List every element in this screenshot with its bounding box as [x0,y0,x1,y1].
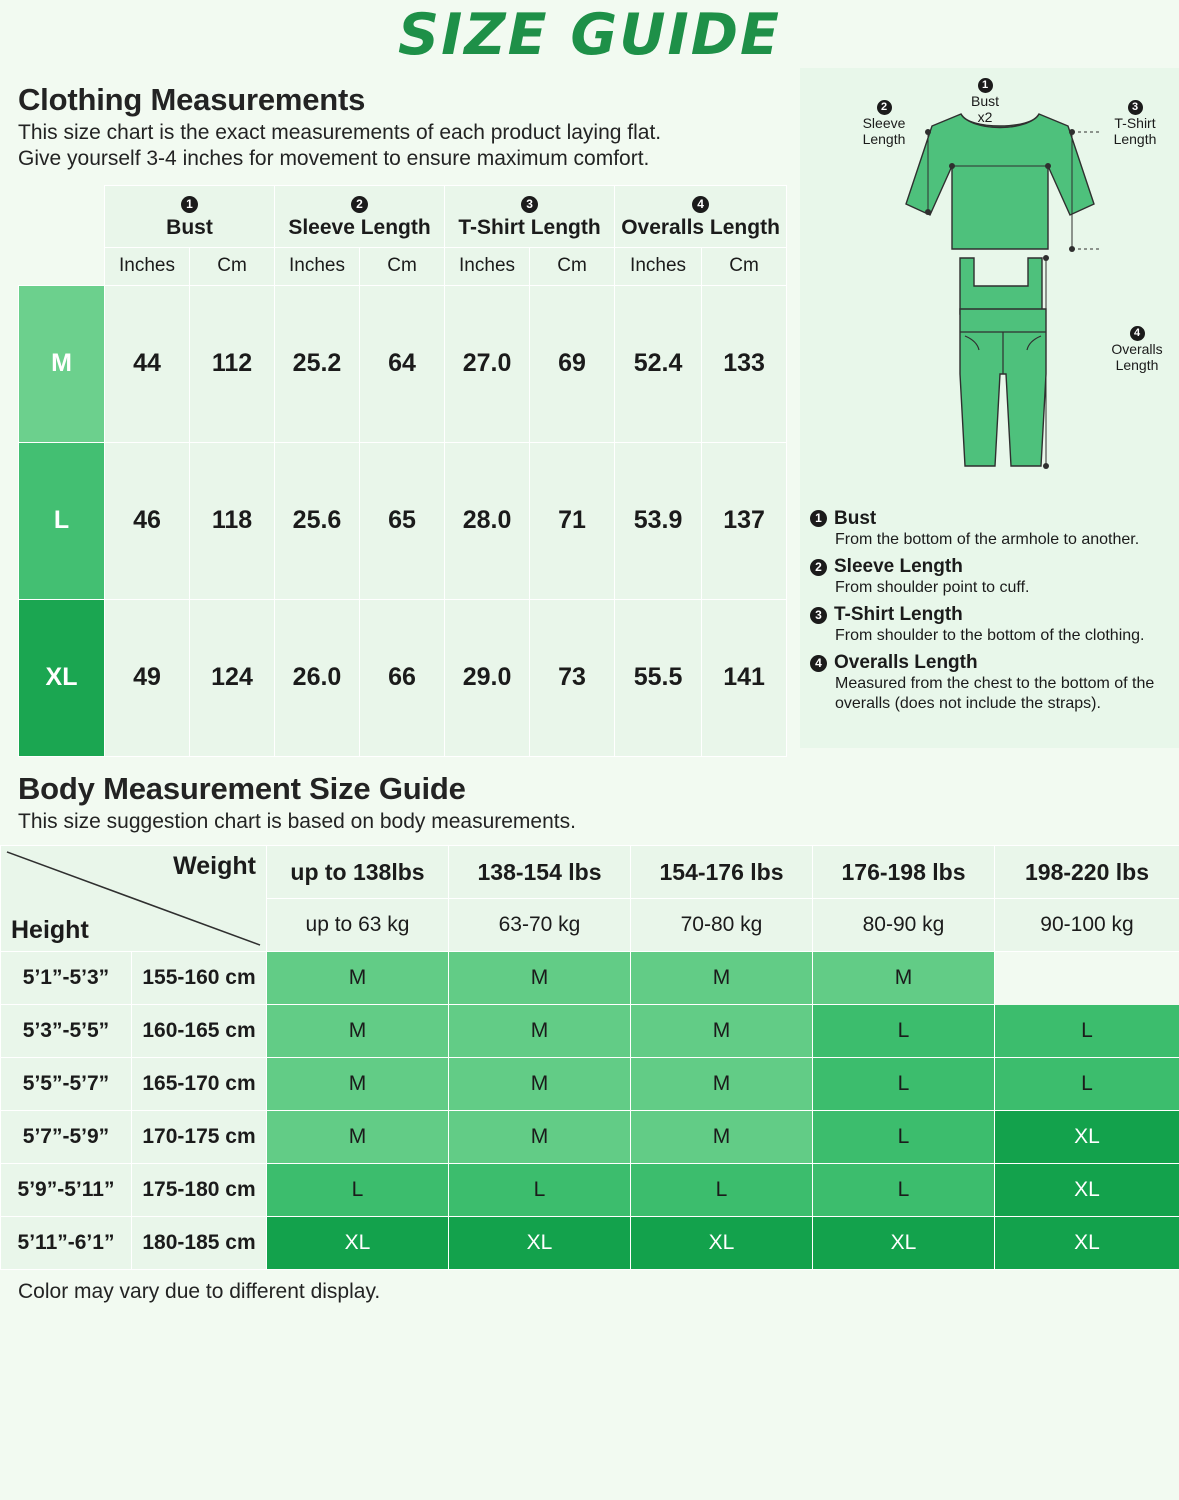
header-bust [105,185,275,247]
measurement-cell: 25.6 [275,442,360,599]
measurement-cell: 26.0 [275,599,360,756]
size-cell: XL [267,1217,449,1270]
measurement-cell: 112 [190,285,275,442]
note-description: From shoulder to the bottom of the clothing. [835,627,1145,645]
table-row [1,1058,1179,1111]
note-overalls-length [810,652,1171,712]
size-cell: L [813,1111,995,1164]
height-cm-label: 180-185 cm [132,1217,267,1270]
size-cell: XL [995,1164,1179,1217]
weight-header-lbs: 176-198 lbs [813,846,995,899]
size-cell: M [631,1058,813,1111]
table-header-row-weight-lbs [1,846,1179,899]
measurement-cell: 44 [105,285,190,442]
badge-4-icon: 4 [810,655,827,672]
weight-header-kg: 80-90 kg [813,899,995,952]
unit-cell: Inches [105,247,190,285]
measurement-cell: 66 [360,599,445,756]
size-cell: XL [631,1217,813,1270]
size-cell: L [995,1005,1179,1058]
clothing-heading: Clothing Measurements [18,81,366,117]
table-row [1,1005,1179,1058]
table-row [19,599,787,756]
weight-header-lbs: 198-220 lbs [995,846,1179,899]
weight-header-lbs: up to 138lbs [267,846,449,899]
color-disclaimer: Color may vary due to different display. [18,1280,381,1304]
measurement-cell: 49 [105,599,190,756]
size-cell: L [813,1058,995,1111]
badge-3-icon: 3 [1128,100,1143,115]
height-cm-label: 155-160 cm [132,952,267,1005]
size-cell: M [631,1005,813,1058]
measurement-cell: 69 [530,285,615,442]
measurement-cell: 52.4 [615,285,702,442]
size-cell: M [267,952,449,1005]
header-corner-cell [19,185,105,247]
weight-header-kg: 63-70 kg [449,899,631,952]
table-corner-cell [1,846,267,952]
measurement-cell: 137 [702,442,787,599]
table-units-row [19,247,787,285]
size-cell: L [449,1164,631,1217]
size-cell: M [631,1111,813,1164]
note-description: From shoulder point to cuff. [835,579,1030,597]
label-bust-text: Bust [970,92,999,109]
size-cell: M [631,952,813,1005]
size-cell: L [813,1005,995,1058]
height-ft-label: 5’3”-5’5” [1,1005,132,1058]
measurement-cell: 28.0 [445,442,530,599]
size-cell: XL [995,1111,1179,1164]
measurement-cell: 124 [190,599,275,756]
header-overalls-length [615,185,787,247]
size-cell: M [449,1005,631,1058]
page-title: SIZE GUIDE [398,2,781,68]
header-overalls-length-label: Overalls Length [621,215,780,239]
note-title-text: Sleeve Length [834,556,963,578]
unit-cell: Cm [190,247,275,285]
weight-header-kg: 70-80 kg [631,899,813,952]
header-tshirt-length [445,185,615,247]
unit-cell: Cm [530,247,615,285]
table-row [19,285,787,442]
note-title [810,556,1171,578]
size-cell: L [995,1058,1179,1111]
body-measurement-table [0,845,1179,1270]
measurement-cell: 64 [360,285,445,442]
size-cell: M [449,1111,631,1164]
label-tshirt-line1: T-Shirt [1114,114,1156,131]
height-cm-label: 170-175 cm [132,1111,267,1164]
label-bust-x2: x2 [977,108,993,125]
size-cell: M [267,1111,449,1164]
table-row [1,952,1179,1005]
measurement-notes [810,508,1171,713]
height-cm-label: 175-180 cm [132,1164,267,1217]
corner-weight-label: Weight [173,852,256,881]
label-sleeve-line2: Length [862,130,906,147]
label-overalls-line2: Length [1115,356,1159,373]
measurement-cell: 55.5 [615,599,702,756]
note-title [810,652,1171,674]
label-sleeve-line1: Sleeve [862,114,906,131]
measurement-cell: 25.2 [275,285,360,442]
note-title [810,604,1171,626]
unit-cell: Cm [360,247,445,285]
measurement-cell: 65 [360,442,445,599]
measurement-cell: 118 [190,442,275,599]
size-cell-empty [995,952,1179,1005]
garment-illustration [810,74,1171,504]
measurement-cell: 46 [105,442,190,599]
height-ft-label: 5’7”-5’9” [1,1111,132,1164]
label-bust [955,76,1015,125]
size-cell: XL [449,1217,631,1270]
height-ft-label: 5’1”-5’3” [1,952,132,1005]
size-cell: M [449,952,631,1005]
badge-3-icon: 3 [521,196,538,213]
note-title-text: T-Shirt Length [834,604,963,626]
weight-header-kg: 90-100 kg [995,899,1179,952]
note-description: Measured from the chest to the bottom of the overalls (does not include the straps). [835,675,1155,712]
size-label-l: L [19,442,105,599]
measurement-illustration-panel [800,68,1179,748]
label-tshirt-length [1100,98,1170,147]
label-tshirt-line2: Length [1113,130,1157,147]
measurement-cell: 53.9 [615,442,702,599]
size-cell: L [267,1164,449,1217]
note-title [810,508,1171,530]
measurement-cell: 71 [530,442,615,599]
size-cell: L [813,1164,995,1217]
badge-1-icon: 1 [810,510,827,527]
height-ft-label: 5’5”-5’7” [1,1058,132,1111]
badge-2-icon: 2 [810,559,827,576]
size-cell: M [813,952,995,1005]
header-sleeve-length [275,185,445,247]
header-bust-label: Bust [166,215,213,239]
badge-2-icon: 2 [877,100,892,115]
note-sleeve-length [810,556,1171,597]
unit-cell: Inches [445,247,530,285]
size-cell: M [449,1058,631,1111]
size-cell: M [267,1058,449,1111]
note-tshirt-length [810,604,1171,645]
weight-header-lbs: 138-154 lbs [449,846,631,899]
clothing-measurements-section [0,68,1179,757]
corner-height-label: Height [11,916,89,945]
label-overalls-line1: Overalls [1111,340,1163,357]
measurement-cell: 133 [702,285,787,442]
measurement-cell: 27.0 [445,285,530,442]
note-title-text: Bust [834,507,877,529]
height-cm-label: 160-165 cm [132,1005,267,1058]
body-description: This size suggestion chart is based on body measurements. [18,809,576,833]
note-description: From the bottom of the armhole to another. [835,530,1140,548]
size-cell: XL [813,1217,995,1270]
size-label-xl: XL [19,599,105,756]
header-sleeve-length-label: Sleeve Length [288,215,431,239]
measurement-cell: 141 [702,599,787,756]
table-header-row [19,185,787,247]
table-row [1,1217,1179,1270]
measurement-cell: 29.0 [445,599,530,756]
note-title-text: Overalls Length [834,652,978,674]
badge-4-icon: 4 [692,196,709,213]
header-tshirt-length-label: T-Shirt Length [458,215,601,239]
table-row [1,1164,1179,1217]
body-measurement-section [0,771,1179,1304]
height-cm-label: 165-170 cm [132,1058,267,1111]
unit-cell: Cm [702,247,787,285]
height-ft-label: 5’11”-6’1” [1,1217,132,1270]
table-row [19,442,787,599]
size-cell: L [631,1164,813,1217]
weight-header-kg: up to 63 kg [267,899,449,952]
badge-1-icon: 1 [978,78,993,93]
clothing-description-line2: Give yourself 3-4 inches for movement to ensure maximum comfort. [18,147,650,171]
label-sleeve-length [848,98,920,147]
size-label-m: M [19,285,105,442]
size-cell: XL [995,1217,1179,1270]
note-bust [810,508,1171,549]
units-corner-cell [19,247,105,285]
measurement-cell: 73 [530,599,615,756]
size-cell: M [267,1005,449,1058]
table-row [1,1111,1179,1164]
badge-2-icon: 2 [351,196,368,213]
clothing-description-line1: This size chart is the exact measurements of each product laying flat. [18,120,662,144]
label-overalls-length [1098,324,1176,373]
body-heading: Body Measurement Size Guide [18,770,466,806]
badge-1-icon: 1 [181,196,198,213]
badge-4-icon: 4 [1130,326,1145,341]
badge-3-icon: 3 [810,607,827,624]
unit-cell: Inches [615,247,702,285]
weight-header-lbs: 154-176 lbs [631,846,813,899]
clothing-left-column [0,68,800,757]
clothing-measurements-table [18,185,787,757]
height-ft-label: 5’9”-5’11” [1,1164,132,1217]
unit-cell: Inches [275,247,360,285]
